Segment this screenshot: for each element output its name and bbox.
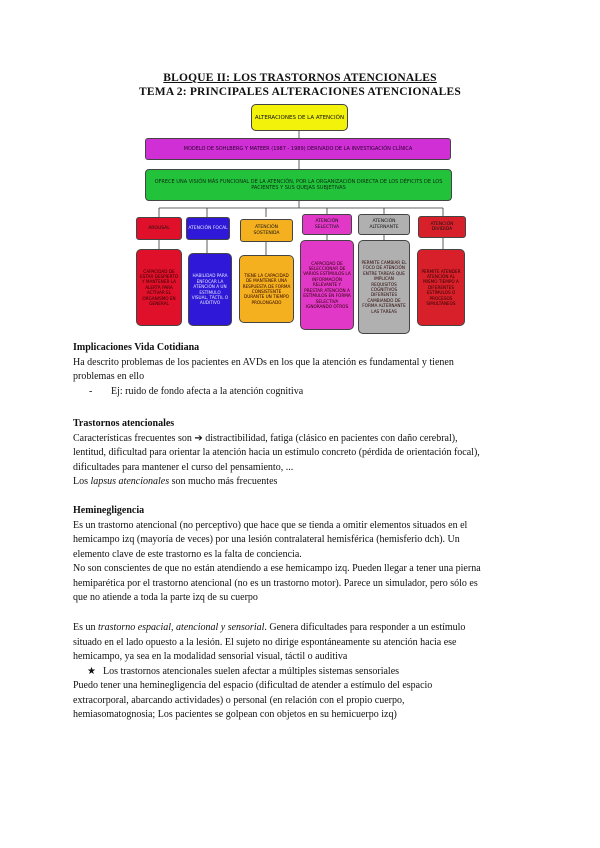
paragraph-line: hemiasomatognosia; Los pacientes se golpean con objetos en su hemicuerpo izq) bbox=[73, 709, 397, 720]
paragraph-line: hemicampo, ya sea en la modalidad sensorial visual, táctil o auditiva bbox=[73, 651, 348, 662]
star-icon: ★ bbox=[87, 665, 96, 677]
italic-term: lapsus atencionales bbox=[90, 476, 170, 487]
paragraph-line: extracorporal, abarcando actividades) o personal (en relación con el propio cuerpo, bbox=[73, 694, 405, 706]
text-run: Los bbox=[73, 476, 91, 487]
dash-bullet: - bbox=[89, 385, 93, 397]
paragraph-line bbox=[73, 621, 543, 636]
paragraph-line: elemento clave de este trastorno es la falta de conciencia. bbox=[73, 548, 302, 560]
paragraph-line: problemas en ello bbox=[73, 371, 145, 382]
paragraph-line: Características frecuentes son ➔ distractibilidad, fatiga (clásico en pacientes con daño cerebral), bbox=[73, 432, 458, 444]
paragraph-line: Es un trastorno atencional (no perceptivo) que hace que se tienda a omitir elementos situados en el bbox=[73, 519, 468, 531]
desc-alternating: PERMITE CAMBIAR EL FOCO DE ATENCIÓN ENTRE TAREAS QUE IMPLICAN REQUISITOS COGNITIVOS DIFERENTES CAMBIANDO DE FORMA ALTERNANTE LAS TAREAS bbox=[358, 240, 410, 334]
category-focal: ATENCIÓN FOCAL bbox=[186, 217, 230, 240]
category-alternating: ATENCIÓN ALTERNANTE bbox=[358, 214, 410, 235]
section-heading: Trastornos atencionales bbox=[73, 418, 175, 429]
list-item bbox=[73, 385, 543, 400]
paragraph-line: Ha descrito problemas de los pacientes en AVDs en los que la atención es fundamental y tienen bbox=[73, 356, 454, 368]
paragraph-line: lentitud, dificultad para orientar la atención hacia un estímulo concreto (pérdida de orientación focal), bbox=[73, 447, 480, 458]
paragraph-line bbox=[73, 475, 543, 490]
desc-selective: CAPACIDAD DE SELECCIONAR DE VARIOS ESTÍMULOS LA INFORMACIÓN RELEVANTE Y PRESTAR ATENCIÓN A ESTÍMULOS EN FORMA SELECTIVA IGNORANDO OTROS bbox=[300, 240, 354, 330]
paragraph-line: hemiparética por el trastorno atencional (no es un trastorno motor). Parece un simulador, pero sólo es bbox=[73, 577, 478, 589]
document-subtitle: TEMA 2: PRINCIPALES ALTERACIONES ATENCIONALES bbox=[139, 86, 461, 98]
model-node: MODELO DE SOHLBERG Y MATEER (1987 - 1989) DERIVADO DE LA INVESTIGACIÓN CLÍNICA bbox=[145, 138, 451, 160]
section-daily-life bbox=[73, 341, 543, 399]
root-node: ALTERACIONES DE LA ATENCIÓN bbox=[251, 104, 348, 131]
category-divided: ATENCIÓN DIVIDIDA bbox=[418, 216, 466, 238]
section-heminegligence bbox=[73, 504, 543, 606]
paragraph-line: Puedo tener una heminegligencia del espacio (dificultad de atender a estímulo del espacio bbox=[73, 680, 433, 691]
list-item bbox=[73, 665, 543, 680]
category-selective: ATENCIÓN SELECTIVA bbox=[302, 214, 352, 235]
desc-focal: HABILIDAD PARA ENFOCAR LA ATENCIÓN A UN ESTÍMULO VISUAL, TÁCTIL O AUDITIVO bbox=[188, 253, 232, 326]
paragraph-line: dificultades para mantener el curso del pensamiento, ... bbox=[73, 461, 294, 473]
section-heading: Implicaciones Vida Cotidiana bbox=[73, 342, 200, 353]
desc-divided: PERMITE ATENDER ATENCIÓN AL MISMO TIEMPO A DIFERENTES ESTÍMULOS O PROCESOS SIMULTÁNEOS bbox=[417, 249, 465, 326]
text-run: Es un bbox=[73, 622, 98, 633]
document-title: BLOQUE II: LOS TRASTORNOS ATENCIONALES bbox=[163, 72, 437, 84]
paragraph-line: que no atiende a toda la parte izq de su cuerpo bbox=[73, 592, 258, 603]
text-run: . Genera dificultades para responder a un estímulo bbox=[264, 622, 466, 633]
category-arousal: AROUSAL bbox=[136, 217, 182, 240]
desc-arousal: CAPACIDAD DE ESTAR DESPIERTO Y MANTENER LA ALERTA PARA ACTIVAR EL ORGANISMO EN GENERAL bbox=[136, 249, 182, 326]
category-sustained: ATENCIÓN SOSTENIDA bbox=[240, 219, 293, 242]
paragraph-line: situado en el lado opuesto a la lesión. El sujeto no dirige espontáneamente su atención hacia ese bbox=[73, 636, 457, 648]
desc-sustained: TIENE LA CAPACIDAD DE MANTENER UNA RESPUESTA DE FORMA CONSISTENTE DURANTE UN TIEMPO PROLONGADO bbox=[239, 255, 294, 323]
functional-view-node: OFRECE UNA VISIÓN MÁS FUNCIONAL DE LA ATENCIÓN, POR LA ORGANIZACIÓN DIRECTA DE LOS DÉFICITS DE LOS PACIENTES Y SUS QUEJAS SUBJETIVAS bbox=[145, 169, 452, 201]
list-item-text: Ej: ruido de fondo afecta a la atención cognitiva bbox=[111, 385, 304, 397]
attention-diagram bbox=[0, 0, 600, 340]
paragraph-line: hemicampo izq (mayoría de veces) por una lesión contralateral hemisférica (hemisferio dch). Un bbox=[73, 534, 460, 545]
italic-term: trastorno espacial, atencional y sensorial bbox=[98, 622, 265, 633]
section-spatial-disorder bbox=[73, 621, 543, 723]
section-heading: Heminegligencia bbox=[73, 505, 145, 516]
text-run: son mucho más frecuentes bbox=[169, 476, 278, 487]
paragraph-line: No son conscientes de que no están atendiendo a ese hemicampo izq. Pueden llegar a tener una pierna bbox=[73, 563, 481, 574]
section-attention-disorders bbox=[73, 417, 543, 490]
list-item-text: Los trastornos atencionales suelen afectar a múltiples sistemas sensoriales bbox=[103, 665, 400, 677]
